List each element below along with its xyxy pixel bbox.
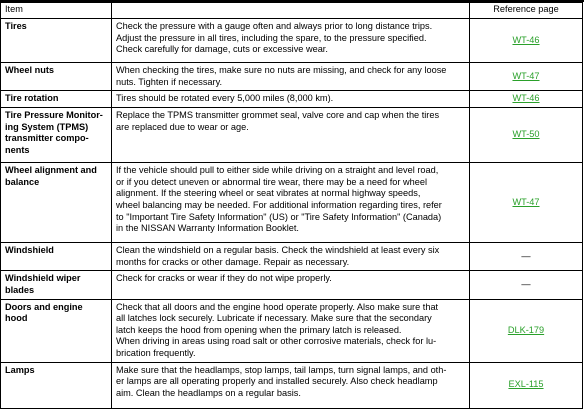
no-reference-dash: — xyxy=(521,250,531,261)
text-line: Adjust the pressure in all tires, including the spare, to the pressure specified. xyxy=(116,32,427,43)
reference-cell xyxy=(470,108,583,163)
text-line: balance xyxy=(5,176,40,187)
text-line: hood xyxy=(5,313,28,324)
description-cell xyxy=(112,362,470,408)
item-cell: Tire rotation xyxy=(1,91,112,108)
text-line: are replaced due to wear or age. xyxy=(116,121,249,132)
reference-link[interactable]: WT-46 xyxy=(512,93,540,104)
text-line: Windshield wiper xyxy=(5,273,81,284)
text-line: latch keeps the hood from opening when the primary latch is released. xyxy=(116,324,402,335)
text-line: months for cracks or other damage. Repair as necessary. xyxy=(116,256,350,267)
text-line: ing System (TPMS) xyxy=(5,121,89,132)
text-line: all latches lock securely. Lubricate if necessary. Make sure that the secondary xyxy=(116,313,432,324)
reference-link[interactable]: WT-47 xyxy=(512,196,540,207)
description-cell xyxy=(112,63,470,91)
description-cell xyxy=(112,299,470,362)
reference-cell xyxy=(470,299,583,362)
reference-link[interactable]: WT-47 xyxy=(512,70,540,81)
description-cell xyxy=(112,19,470,63)
item-cell xyxy=(1,163,112,243)
text-line: When driving in areas using road salt or other corrosive materials, check for lu- xyxy=(116,336,437,347)
header-reference: Reference page xyxy=(470,3,583,19)
item-cell xyxy=(1,299,112,362)
no-reference-dash: — xyxy=(521,279,531,290)
description-cell xyxy=(112,108,470,163)
maintenance-table xyxy=(0,2,583,409)
text-line: in the NISSAN Warranty Information Booklet. xyxy=(116,223,299,234)
text-line: brication frequently. xyxy=(116,347,196,358)
reference-link[interactable]: WT-46 xyxy=(512,34,540,45)
reference-link[interactable]: EXL-115 xyxy=(508,379,544,390)
text-line: nuts. Tighten if necessary. xyxy=(116,76,223,87)
table-body xyxy=(1,19,583,409)
text-line: Doors and engine xyxy=(5,301,83,312)
reference-cell xyxy=(470,63,583,91)
text-line: blades xyxy=(5,284,35,295)
header-row xyxy=(1,3,583,19)
description-cell xyxy=(112,91,470,108)
table-row xyxy=(1,299,583,362)
reference-link[interactable]: WT-50 xyxy=(512,129,540,140)
reference-cell xyxy=(470,362,583,408)
reference-cell xyxy=(470,243,583,271)
table-row xyxy=(1,19,583,63)
header-item: Item xyxy=(1,3,112,19)
text-line: Check carefully for damage, cuts or excessive wear. xyxy=(116,44,328,55)
text-line: Clean the windshield on a regular basis. Check the windshield at least every six xyxy=(116,245,440,256)
text-line: Check the pressure with a gauge often and always prior to long distance trips. xyxy=(116,21,433,31)
text-line: er lamps are all operating properly and installed securely. Also check headlamp xyxy=(116,376,438,387)
text-line: Tire Pressure Monitor- xyxy=(5,110,103,121)
item-cell: Tires xyxy=(1,19,112,63)
text-line: Tires should be rotated every 5,000 miles (8,000 km). xyxy=(116,93,334,104)
description-cell xyxy=(112,271,470,299)
text-line: Wheel alignment and xyxy=(5,165,97,176)
text-line: aim. Clean the headlamps on a regular basis. xyxy=(116,387,301,398)
reference-cell xyxy=(470,91,583,108)
table-row xyxy=(1,91,583,108)
text-line: transmitter compo- xyxy=(5,133,89,144)
text-line: or if you detect uneven or abnormal tire wear, there may be a need for wheel xyxy=(116,176,428,187)
description-cell xyxy=(112,243,470,271)
header-description xyxy=(112,3,470,19)
reference-link[interactable]: DLK-179 xyxy=(507,324,545,335)
description-cell xyxy=(112,163,470,243)
reference-cell xyxy=(470,19,583,63)
text-line: Make sure that the headlamps, stop lamps, tail lamps, turn signal lamps, and oth- xyxy=(116,364,447,375)
text-line: Check that all doors and the engine hood operate properly. Also make sure that xyxy=(116,301,439,312)
item-cell: Wheel nuts xyxy=(1,63,112,91)
item-cell: Lamps xyxy=(1,362,112,408)
table-row xyxy=(1,243,583,271)
text-line: nents xyxy=(5,144,30,155)
reference-cell xyxy=(470,163,583,243)
text-line: to "Important Tire Safety Information" (US) or "Tire Safety Information" (Canada) xyxy=(116,211,442,222)
table-row xyxy=(1,108,583,163)
text-line: alignment. If the steering wheel or seat vibrates at normal highway speeds, xyxy=(116,188,421,199)
text-line: wheel balancing may be needed. For additional information regarding tires, refer xyxy=(116,199,442,210)
table-row xyxy=(1,271,583,299)
text-line: Check for cracks or wear if they do not wipe properly. xyxy=(116,273,332,284)
table-row xyxy=(1,362,583,408)
text-line: When checking the tires, make sure no nuts are missing, and check for any loose xyxy=(116,65,447,75)
item-cell xyxy=(1,271,112,299)
table-row xyxy=(1,63,583,91)
text-line: If the vehicle should pull to either side while driving on a straight and level road, xyxy=(116,165,439,176)
table-row xyxy=(1,163,583,243)
item-cell: Windshield xyxy=(1,243,112,271)
text-line: Replace the TPMS transmitter grommet seal, valve core and cap when the tires xyxy=(116,110,440,121)
item-cell xyxy=(1,108,112,163)
reference-cell xyxy=(470,271,583,299)
